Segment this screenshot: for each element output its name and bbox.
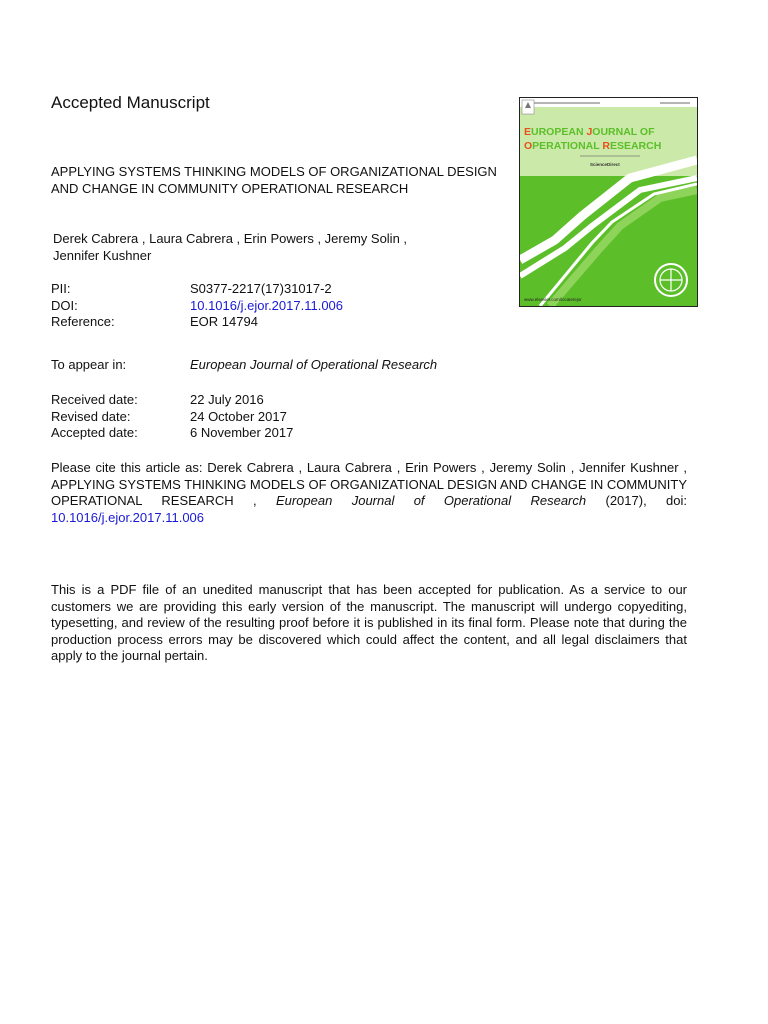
appear-label: To appear in: [51,357,127,372]
citation-doi-link[interactable]: 10.1016/j.ejor.2017.11.006 [51,509,205,525]
article-title: APPLYING SYSTEMS THINKING MODELS OF ORGANIZATIONAL DESIGN AND CHANGE IN COMMUNITY OPERATIONAL RESEARCH [51,164,497,196]
authors-line-2: Jennifer Kushner [53,247,152,263]
revised-label: Revised date: [51,408,131,424]
doi-label: DOI: [51,297,78,313]
doi-link[interactable]: 10.1016/j.ejor.2017.11.006 [190,297,344,313]
authors-line-1: Derek Cabrera , Laura Cabrera , Erin Powers , Jeremy Solin , [53,231,408,246]
cover-journal-line-2: OPERATIONAL RESEARCH [524,140,662,152]
cover-artwork [520,98,697,306]
identifier-block [51,281,343,331]
appear-journal: European Journal of Operational Research [190,357,438,372]
citation-journal: European Journal of Operational Research [275,493,587,508]
citation-year: (2017), doi: [605,493,688,508]
author-list [53,231,473,264]
appear-row [51,357,437,374]
accepted-manuscript-heading: Accepted Manuscript [51,93,210,112]
pii-label: PII: [51,281,71,296]
accepted-value: 6 November 2017 [190,425,294,440]
accepted-row [51,425,293,442]
received-row [51,392,293,409]
doi-row [51,298,343,315]
citation-prefix: Please cite this article as: Derek Cabrera , Laura Cabrera , Erin Powers , Jeremy Solin , Jennifer Kushner , APPLYING SYSTEMS THINKING MODELS OF ORGANIZATIONAL DESIGN AND CHANGE IN COMMUNITY OPERATIONAL RESEARCH , [51,460,687,508]
disclaimer-paragraph: This is a PDF file of an unedited manuscript that has been accepted for publication. As a service to our customers we are providing this early version of the manuscript. The manuscript will undergo copyediting, typesetting, and review of the resulting proof before it is published in its final form. Please note that during the production process errors may be discovered which could affect the content, and all legal disclaimers that apply to the journal pertain. [51,582,687,663]
accepted-label: Accepted date: [51,425,138,440]
reference-value: EOR 14794 [190,314,258,329]
cover-footer-url: www.elsevier.com/locate/ejor [524,297,582,302]
citation-paragraph [51,460,687,526]
revised-row [51,409,293,426]
received-label: Received date: [51,392,138,407]
cover-journal-line-1: EUROPEAN JOURNAL OF [524,126,655,138]
journal-cover-image [519,97,698,307]
appear-block [51,357,437,374]
pii-row [51,281,343,298]
received-value: 22 July 2016 [190,392,264,407]
reference-label: Reference: [51,314,115,329]
revised-value: 24 October 2017 [190,408,287,424]
cover-brand: ScienceDirect [590,162,620,167]
pii-value: S0377-2217(17)31017-2 [190,281,332,296]
reference-row [51,314,343,331]
dates-block [51,392,293,442]
